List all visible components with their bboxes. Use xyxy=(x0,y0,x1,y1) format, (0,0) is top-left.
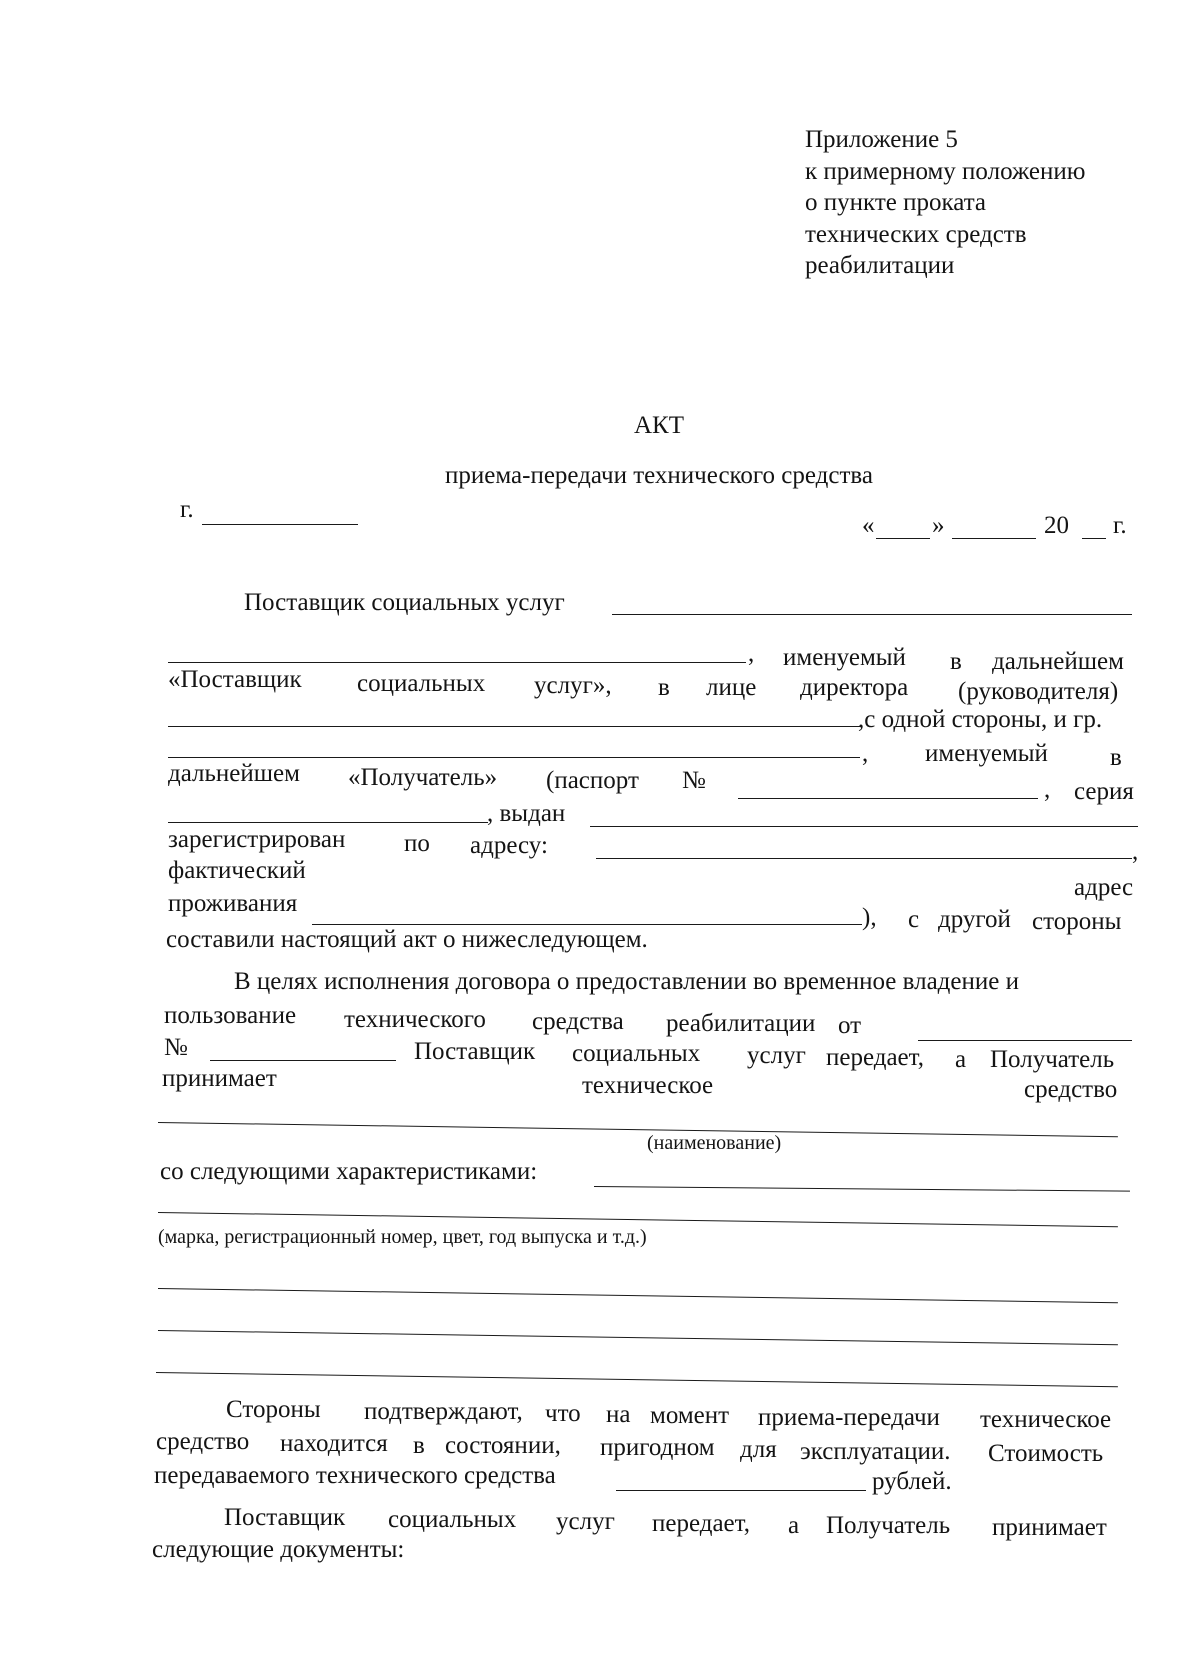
blank-line-1 xyxy=(158,1288,1118,1303)
city-prefix: г. xyxy=(180,496,194,523)
text-word: (паспорт xyxy=(546,767,639,794)
contract-line-1: В целях исполнения договора о предоставлении во временное владение и xyxy=(234,968,1019,995)
appendix-line: Приложение 5 xyxy=(805,126,958,153)
text-word: (руководителя) xyxy=(958,678,1119,705)
text-word: «Получатель» xyxy=(348,764,498,791)
text-word: проживания xyxy=(168,890,298,917)
text-word: принимает xyxy=(992,1514,1107,1541)
text-word: а xyxy=(788,1512,800,1539)
year-field-line xyxy=(1082,538,1106,539)
text-word: фактический xyxy=(168,857,306,884)
text-word: для xyxy=(740,1436,777,1463)
text-word: услуг», xyxy=(534,672,612,699)
text-word: в xyxy=(950,648,962,675)
document-title: АКТ xyxy=(634,412,684,439)
date-open-quote: « xyxy=(862,512,875,539)
text-word: передает, xyxy=(826,1044,924,1071)
appendix-line: к примерному положению xyxy=(805,157,1086,185)
text-word: состоянии, xyxy=(445,1432,561,1459)
text-word: услуг xyxy=(747,1042,806,1069)
appendix-note xyxy=(805,124,1185,282)
text-word: Поставщик xyxy=(414,1038,536,1065)
text-word: в xyxy=(658,674,670,701)
blank-line-2 xyxy=(158,1330,1118,1345)
comma: , xyxy=(1132,838,1139,865)
text-word: стороны xyxy=(1032,908,1122,935)
cost-text: передаваемого технического средства xyxy=(154,1462,556,1489)
text-word: Стоимость xyxy=(988,1440,1104,1467)
text-word: средство xyxy=(156,1428,250,1455)
text-word: в xyxy=(413,1432,425,1459)
text-word: принимает xyxy=(162,1065,277,1092)
issued-by-line xyxy=(590,826,1138,827)
text-word: средства xyxy=(532,1008,624,1035)
series-line xyxy=(168,822,488,823)
text-word: пригодном xyxy=(600,1434,715,1461)
characteristics-line-1 xyxy=(594,1186,1130,1192)
text-word: именуемый xyxy=(783,644,906,671)
text-word: «Поставщик xyxy=(168,666,302,693)
compiled-text: составили настоящий акт о нижеследующем. xyxy=(166,926,648,953)
text-word: техническое xyxy=(980,1406,1112,1433)
passport-number-line xyxy=(738,798,1038,799)
characteristics-label: со следующими характеристиками: xyxy=(160,1158,538,1185)
text-word: что xyxy=(545,1400,581,1427)
text-word: момент xyxy=(650,1402,730,1429)
text-word: технического xyxy=(344,1006,486,1033)
cost-field-line xyxy=(616,1490,866,1491)
text-word: именуемый xyxy=(925,740,1048,767)
text-word: Получатель xyxy=(990,1046,1115,1073)
month-field-line xyxy=(952,538,1036,539)
text-word: Поставщик xyxy=(224,1504,346,1531)
text-word: ), xyxy=(862,904,877,931)
day-field-line xyxy=(876,538,930,539)
contract-number-line xyxy=(210,1060,396,1061)
city-field-line xyxy=(202,524,358,525)
text-word: зарегистрирован xyxy=(168,826,346,853)
comma: , xyxy=(862,740,869,767)
text-word: в xyxy=(1110,744,1122,771)
text-word: адресу: xyxy=(470,832,548,859)
text-word: подтверждают, xyxy=(364,1398,523,1425)
date-close-quote: » xyxy=(932,512,945,539)
appendix-line: реабилитации xyxy=(805,252,955,279)
text-word: № xyxy=(682,767,706,794)
provider-label: Поставщик социальных услуг xyxy=(244,589,565,616)
registration-address-line xyxy=(596,858,1132,859)
equipment-name-line xyxy=(158,1122,1118,1137)
issued-label: , выдан xyxy=(487,800,566,827)
text-word: передает, xyxy=(652,1510,750,1537)
text-word: услуг xyxy=(556,1508,615,1535)
characteristics-caption: (марка, регистрационный номер, цвет, год выпуска и т.д.) xyxy=(158,1226,647,1248)
text-word: а xyxy=(955,1046,967,1073)
one-side-label: с одной стороны, и гр. xyxy=(864,706,1103,733)
text-word: с xyxy=(908,906,920,933)
text-word: адрес xyxy=(1074,874,1134,901)
documents-text: следующие документы: xyxy=(152,1536,405,1563)
contract-date-line xyxy=(918,1040,1132,1041)
text-word: № xyxy=(164,1034,188,1061)
one-side-text: ,с одной стороны, и гр. xyxy=(858,706,1103,733)
text-word: находится xyxy=(280,1430,388,1457)
document-subtitle: приема-передачи технического средства xyxy=(445,462,873,489)
text-word: реабилитации xyxy=(666,1010,816,1037)
text-word: социальных xyxy=(357,670,486,697)
text-word: социальных xyxy=(388,1506,517,1533)
provider-name-line xyxy=(612,614,1132,615)
text-word: пользование xyxy=(164,1002,297,1029)
text-word: приема-передачи xyxy=(758,1404,940,1431)
appendix-line: о пункте проката xyxy=(805,189,987,216)
text-word: лице xyxy=(706,674,757,701)
comma: , xyxy=(1044,776,1051,803)
director-name-line xyxy=(168,726,860,727)
provider-name-line-2 xyxy=(168,662,746,663)
text-word: эксплуатации. xyxy=(800,1438,951,1465)
text-word: техническое xyxy=(582,1072,714,1099)
text-word: на xyxy=(606,1401,631,1428)
appendix-line: технических средств xyxy=(805,220,1027,248)
cost-unit: рублей. xyxy=(872,1468,952,1495)
comma: , xyxy=(748,640,755,667)
name-caption: (наименование) xyxy=(647,1132,782,1154)
text-word: Стороны xyxy=(226,1396,321,1423)
text-word: серия xyxy=(1074,778,1134,805)
text-word: по xyxy=(404,830,430,857)
text-word: дальнейшем xyxy=(168,760,300,787)
text-word: от xyxy=(838,1012,862,1039)
text-word: средство xyxy=(1024,1076,1118,1103)
blank-line-3 xyxy=(156,1372,1118,1387)
year-suffix: г. xyxy=(1113,512,1127,539)
text-word: директора xyxy=(800,674,909,701)
text-word: дальнейшем xyxy=(992,648,1124,675)
text-word: другой xyxy=(938,906,1011,933)
text-word: Получатель xyxy=(826,1512,951,1539)
year-prefix: 20 xyxy=(1044,512,1069,539)
text-word: социальных xyxy=(572,1040,701,1067)
